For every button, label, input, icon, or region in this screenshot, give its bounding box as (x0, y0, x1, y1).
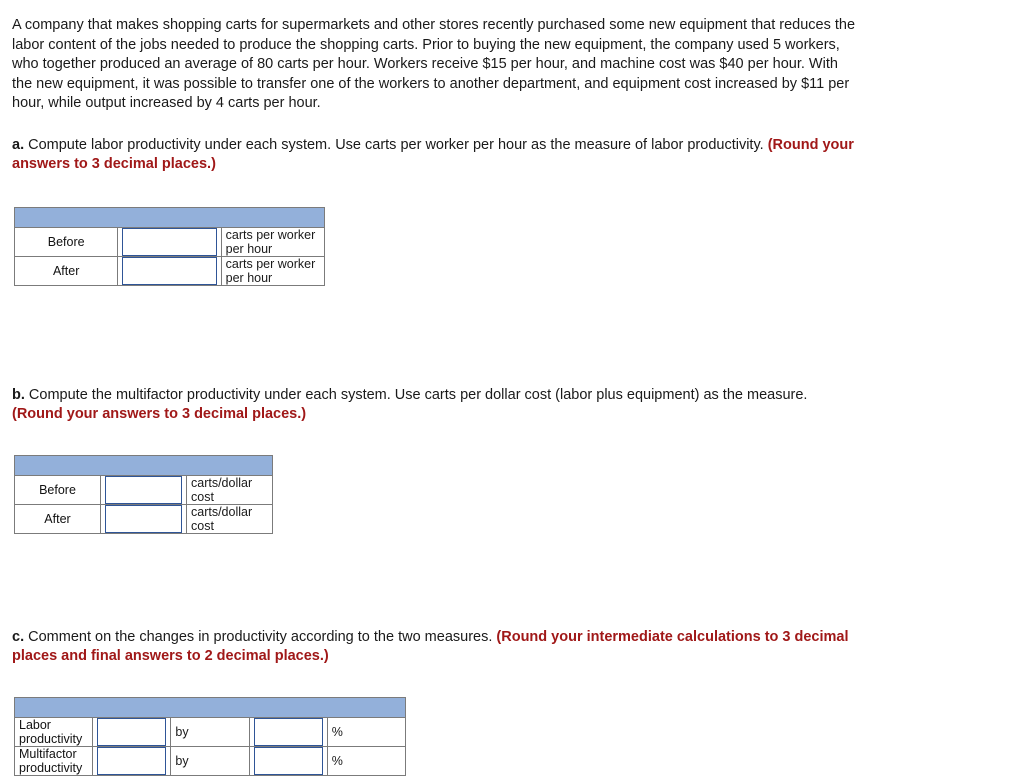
question-b-label: b. (12, 386, 25, 403)
table-c-row-label-multifactor: Multifactor productivity (15, 746, 93, 775)
table-b-row-label-before: Before (15, 475, 101, 504)
table-a-input-after-cell (118, 256, 221, 285)
table-c-header-row (15, 697, 406, 717)
question-c (12, 628, 862, 667)
question-c-label: c. (12, 628, 25, 645)
answer-table-a (14, 207, 325, 286)
table-a-unit-after: carts per worker per hour (221, 256, 324, 285)
table-row (15, 475, 273, 504)
answer-table-b (14, 455, 273, 534)
table-b-unit-after: carts/dollar cost (187, 504, 273, 533)
table-c-input-labor-direction[interactable] (97, 718, 166, 746)
table-a-input-before[interactable] (122, 228, 216, 256)
answer-table-c (14, 697, 406, 776)
question-b-text: Compute the multifactor productivity under each system. Use carts per dollar cost (labor plus equipment) as the measure. (28, 386, 808, 403)
table-c-input-multifactor-percent[interactable] (254, 747, 323, 775)
table-b-input-after[interactable] (105, 505, 182, 533)
spacer-after-table-a (12, 286, 1012, 364)
table-c-row-label-labor: Labor productivity (15, 717, 93, 746)
question-a (12, 136, 862, 175)
table-row (15, 746, 406, 775)
table-a-unit-before: carts per worker per hour (221, 227, 324, 256)
table-a-input-before-cell (118, 227, 221, 256)
table-a-header-cell (15, 207, 325, 227)
table-c-input-multifactor-direction[interactable] (97, 747, 166, 775)
table-b-row-label-after: After (15, 504, 101, 533)
table-b-input-before-cell (101, 475, 187, 504)
table-c-input-multifactor-percent-cell (249, 746, 327, 775)
question-a-text: Compute labor productivity under each system. Use carts per worker per hour as the measure of labor productivity. (28, 136, 764, 153)
table-b-header-row (15, 455, 273, 475)
table-row (15, 227, 325, 256)
table-row (15, 717, 406, 746)
table-c-header-cell (15, 697, 406, 717)
table-a-row-label-after: After (15, 256, 118, 285)
table-c-input-multifactor-direction-cell (93, 746, 171, 775)
table-c-input-labor-percent[interactable] (254, 718, 323, 746)
table-a-header-row (15, 207, 325, 227)
table-a-input-after[interactable] (122, 257, 216, 285)
table-b-unit-before: carts/dollar cost (187, 475, 273, 504)
question-c-note: (Round your intermediate calculations to 3 decimal places and final answers to 2 decimal places.) (12, 628, 849, 664)
table-c-unit-multifactor-percent: % (327, 746, 405, 775)
table-a-row-label-before: Before (15, 227, 118, 256)
table-row (15, 504, 273, 533)
question-b-note: (Round your answers to 3 decimal places.) (12, 406, 307, 422)
table-b-input-after-cell (101, 504, 187, 533)
table-c-unit-labor-by: by (171, 717, 249, 746)
table-b-input-before[interactable] (105, 476, 182, 504)
question-a-label: a. (12, 136, 25, 153)
table-b-header-cell (15, 455, 273, 475)
question-c-text: Comment on the changes in productivity according to the two measures. (28, 628, 493, 645)
spacer-after-table-b (12, 534, 1012, 606)
table-c-unit-multifactor-by: by (171, 746, 249, 775)
table-c-unit-labor-percent: % (327, 717, 405, 746)
table-row (15, 256, 325, 285)
question-a-note: (Round your answers to 3 decimal places.) (12, 136, 854, 172)
table-c-input-labor-percent-cell (249, 717, 327, 746)
table-c-input-labor-direction-cell (93, 717, 171, 746)
problem-statement: A company that makes shopping carts for supermarkets and other stores recently purchased some new equipment that reduces the labor content of the jobs needed to produce the shopping carts. Prior to buying the new equipment, the company used 5 workers, who together produced an average of 80 carts per hour. Workers receive $15 per hour, and machine cost was $40 per hour. With the new equipment, it was possible to transfer one of the workers to another department, and equipment cost increased by $11 per hour, while output increased by 4 carts per hour. (12, 17, 856, 111)
question-b (12, 386, 862, 425)
